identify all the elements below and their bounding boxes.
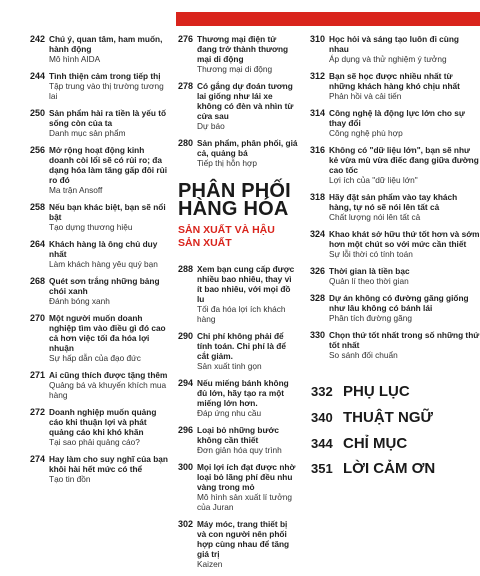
entry-title: Hay làm cho suy nghĩ của bạn khôi hài hết mức có thể <box>49 454 168 474</box>
entry-subtitle: Lợi ích của "dữ liệu lớn" <box>329 175 418 185</box>
entry-subtitle: Tại sao phải quảng cáo? <box>49 437 140 447</box>
page-number: 318 <box>310 192 326 202</box>
toc-entry <box>310 34 480 64</box>
entry-title: Dự án không có đường găng giống như lâu không có bánh lái <box>329 293 469 313</box>
page-number: 250 <box>30 108 46 118</box>
entry-subtitle: Công nghệ phù hợp <box>329 128 403 138</box>
entry-title: Xem bạn cung cấp được nhiều bao nhiêu, thay vì ít bao nhiêu, với mọi đồ lu <box>197 264 295 304</box>
entry-subtitle: Sự lỗi thời có tính toán <box>329 249 413 259</box>
toc-entry <box>30 202 168 232</box>
entry-title: Quét sơn trắng những bảng chói xanh <box>49 276 160 296</box>
entry-title: Máy móc, trang thiết bị và con người nên phối hợp cùng nhau để tăng giá trị <box>197 519 290 559</box>
entry-title: Có gắng dự đoán tương lai giống như lái xe không có đèn và nhìn từ cửa sau <box>197 81 294 121</box>
toc-entry <box>310 229 480 259</box>
entry-subtitle: Đánh bóng xanh <box>49 296 110 306</box>
entry-title: Thương mại điện tử đang trở thành thương mại di động <box>197 34 289 64</box>
entry-title: Nếu miếng bánh không đủ lớn, hãy tạo ra một miếng lớn hơn. <box>197 378 289 408</box>
entry-body <box>49 108 168 138</box>
entry-body <box>197 264 298 324</box>
entry-subtitle: Áp dụng và thử nghiệm ý tưởng <box>329 54 447 64</box>
entry-title: Bạn sẽ học được nhiều nhất từ những khách hàng khó chịu nhất <box>329 71 460 91</box>
toc-entry <box>310 266 480 286</box>
toc-column-2-bottom <box>178 264 298 569</box>
toc-entry <box>30 276 168 306</box>
page-number: 296 <box>178 425 194 435</box>
toc-entry <box>178 462 298 512</box>
entry-subtitle: Phân tích đường găng <box>329 313 412 323</box>
page-number: 270 <box>30 313 46 323</box>
entry-body <box>197 331 298 371</box>
toc-entry <box>178 331 298 371</box>
toc-entry <box>178 34 298 74</box>
page-number: 300 <box>178 462 194 472</box>
page-number: 268 <box>30 276 46 286</box>
entry-title: Chọn thứ tốt nhất trong số những thứ tốt nhất <box>329 330 480 350</box>
entry-body <box>197 34 298 74</box>
appendix-page-number: 332 <box>311 384 333 399</box>
toc-entry <box>30 71 168 101</box>
entry-body <box>329 192 480 222</box>
entry-subtitle: Làm khách hàng yêu quý bạn <box>49 259 158 269</box>
entry-body <box>329 330 480 360</box>
page-number: 258 <box>30 202 46 212</box>
entry-subtitle: Tiếp thị hỗn hợp <box>197 158 258 168</box>
entry-body <box>49 313 168 363</box>
toc-entry <box>30 145 168 195</box>
toc-entry <box>310 330 480 360</box>
page-number: 310 <box>310 34 326 44</box>
page-number: 316 <box>310 145 326 155</box>
entry-body <box>329 34 480 64</box>
entry-title: Chú ý, quan tâm, ham muốn, hành động <box>49 34 163 54</box>
entry-body <box>49 34 168 64</box>
entry-body <box>329 71 480 101</box>
entry-body <box>49 370 168 400</box>
appendix-page-number: 340 <box>311 410 333 425</box>
appendix-item <box>311 435 480 452</box>
toc-entry <box>310 145 480 185</box>
entry-body <box>49 145 168 195</box>
page-number: 242 <box>30 34 46 44</box>
entry-body <box>329 229 480 259</box>
entry-title: Mọi lợi ích đạt được nhờ loại bỏ lãng phí đều nhu vàng trong mỏ <box>197 462 296 492</box>
entry-subtitle: Quản lí theo thời gian <box>329 276 409 286</box>
appendix-item <box>311 383 480 400</box>
entry-title: Không có "dữ liệu lớn", bạn sẽ như kẻ vừa mù vừa điếc đang giữa đường cao tốc <box>329 145 479 175</box>
toc-entry <box>30 313 168 363</box>
page-number: 288 <box>178 264 194 274</box>
toc-entry <box>310 71 480 101</box>
appendix-label: LỜI CẢM ƠN <box>343 460 436 477</box>
entry-title: Sản phẩm, phân phối, giá cả, quảng bá <box>197 138 298 158</box>
red-accent-bar <box>176 12 480 26</box>
entry-subtitle: Tập trung vào thị trường tương lai <box>49 81 164 101</box>
entry-title: Chi phí không phải để tính toán. Chi phí là để cắt giảm. <box>197 331 286 361</box>
page-number: 330 <box>310 330 326 340</box>
toc-entry <box>178 81 298 131</box>
entry-title: Học hỏi và sáng tạo luôn đi cùng nhau <box>329 34 459 54</box>
appendix-page-number: 344 <box>311 436 333 451</box>
entry-body <box>197 81 298 131</box>
appendix-label: THUẬT NGỮ <box>343 409 433 426</box>
page-number: 274 <box>30 454 46 464</box>
entry-title: Doanh nghiệp muốn quảng cáo khi thuận lợi và phát quảng cáo khi khó khăn <box>49 407 157 437</box>
page-number: 326 <box>310 266 326 276</box>
entry-subtitle: Quảng bá và khuyến khích mua hàng <box>49 380 167 400</box>
page-number: 324 <box>310 229 326 239</box>
entry-subtitle: Tối đa hóa lợi ích khách hàng <box>197 304 286 324</box>
entry-title: Khách hàng là ông chủ duy nhất <box>49 239 158 259</box>
entry-subtitle: Phản hồi và cải tiến <box>329 91 402 101</box>
entry-subtitle: So sánh đối chuẩn <box>329 350 398 360</box>
entry-body <box>49 239 168 269</box>
page-number: 328 <box>310 293 326 303</box>
entry-body <box>197 462 298 512</box>
entry-body <box>49 71 168 101</box>
toc-entry <box>30 108 168 138</box>
toc-entry <box>310 293 480 323</box>
page-number: 264 <box>30 239 46 249</box>
toc-column-3 <box>310 34 480 367</box>
entry-body <box>329 108 480 138</box>
toc-entry <box>310 108 480 138</box>
entry-title: Công nghệ là động lực lớn cho sự thay đổi <box>329 108 465 128</box>
appendix-item <box>311 409 480 426</box>
toc-entry <box>30 370 168 400</box>
toc-column-2 <box>178 34 298 576</box>
entry-subtitle: Dự báo <box>197 121 225 131</box>
entry-body <box>197 378 298 418</box>
section-title: PHÂN PHỐI HÀNG HÓA <box>178 180 291 220</box>
toc-entry <box>30 239 168 269</box>
page-number: 294 <box>178 378 194 388</box>
appendix-item <box>311 460 480 477</box>
toc-entry <box>30 34 168 64</box>
entry-body <box>329 145 480 185</box>
entry-subtitle: Mô hình sản xuất lí tưởng của Juran <box>197 492 292 512</box>
section-subtitle: SẢN XUẤT VÀ HẬU SẢN XUẤT <box>178 224 275 249</box>
entry-subtitle: Sự hấp dẫn của đạo đức <box>49 353 141 363</box>
page-number: 312 <box>310 71 326 81</box>
page-number: 271 <box>30 370 46 380</box>
entry-subtitle: Đơn giản hóa quy trình <box>197 445 282 455</box>
page-number: 280 <box>178 138 194 148</box>
toc-entry <box>310 192 480 222</box>
entry-title: Sản phẩm hài ra tiền là yếu tố sống còn của ta <box>49 108 167 128</box>
entry-title: Hãy đặt sản phẩm vào tay khách hàng, tự nó sẽ nói lên tất cả <box>329 192 458 212</box>
entry-title: Ai cũng thích được tặng thêm <box>49 370 168 380</box>
page-number: 276 <box>178 34 194 44</box>
entry-title: Tình thiện cảm trong tiếp thị <box>49 71 161 81</box>
page-number: 302 <box>178 519 194 529</box>
toc-entry <box>178 425 298 455</box>
entry-body <box>329 266 480 286</box>
section-header <box>178 182 298 250</box>
entry-subtitle: Đáp ứng nhu cầu <box>197 408 262 418</box>
entry-subtitle: Mô hình AIDA <box>49 54 101 64</box>
page-number: 314 <box>310 108 326 118</box>
toc-entry <box>178 264 298 324</box>
entry-subtitle: Thương mại di động <box>197 64 273 74</box>
entry-title: Thời gian là tiền bạc <box>329 266 410 276</box>
page-number: 278 <box>178 81 194 91</box>
entry-title: Loại bỏ những bước không cần thiết <box>197 425 279 445</box>
page-number: 244 <box>30 71 46 81</box>
entry-body <box>197 138 298 168</box>
entry-subtitle: Tạo dựng thương hiệu <box>49 222 133 232</box>
entry-subtitle: Danh mục sản phẩm <box>49 128 126 138</box>
toc-column-1 <box>30 34 168 491</box>
page-number: 290 <box>178 331 194 341</box>
page-number: 272 <box>30 407 46 417</box>
toc-entry <box>178 138 298 168</box>
appendix-label: PHỤ LỤC <box>343 383 410 400</box>
toc-entry <box>30 407 168 447</box>
toc-column-2-top <box>178 34 298 168</box>
entry-body <box>329 293 480 323</box>
entry-subtitle: Kaizen <box>197 559 223 569</box>
toc-entry <box>178 519 298 569</box>
entry-title: Khao khát sở hữu thứ tốt hơn và sớm hơn một chút so với mức cần thiết <box>329 229 480 249</box>
entry-body <box>49 276 168 306</box>
entry-title: Mở rộng hoạt động kinh doanh còi lổi sẽ có rủi ro; đa dạng hóa làm tăng gấp đôi rủi ro đó <box>49 145 168 185</box>
appendix-page-number: 351 <box>311 461 333 476</box>
entry-subtitle: Sản xuất tinh gọn <box>197 361 262 371</box>
toc-entry <box>178 378 298 418</box>
entry-title: Một người muốn doanh nghiệp tìm vào điều gì đó cao cả hơn việc tối đa hóa lợi nhuận <box>49 313 166 353</box>
entry-body <box>197 425 298 455</box>
entry-subtitle: Tạo tin đồn <box>49 474 91 484</box>
entry-body <box>49 202 168 232</box>
entry-subtitle: Ma trận Ansoff <box>49 185 103 195</box>
entry-title: Nếu bạn khác biệt, bạn sẽ nổi bật <box>49 202 166 222</box>
page-number: 256 <box>30 145 46 155</box>
appendix-label: CHỈ MỤC <box>343 435 408 452</box>
entry-subtitle: Chất lượng nói lên tất cả <box>329 212 421 222</box>
entry-body <box>49 407 168 447</box>
entry-body <box>197 519 298 569</box>
